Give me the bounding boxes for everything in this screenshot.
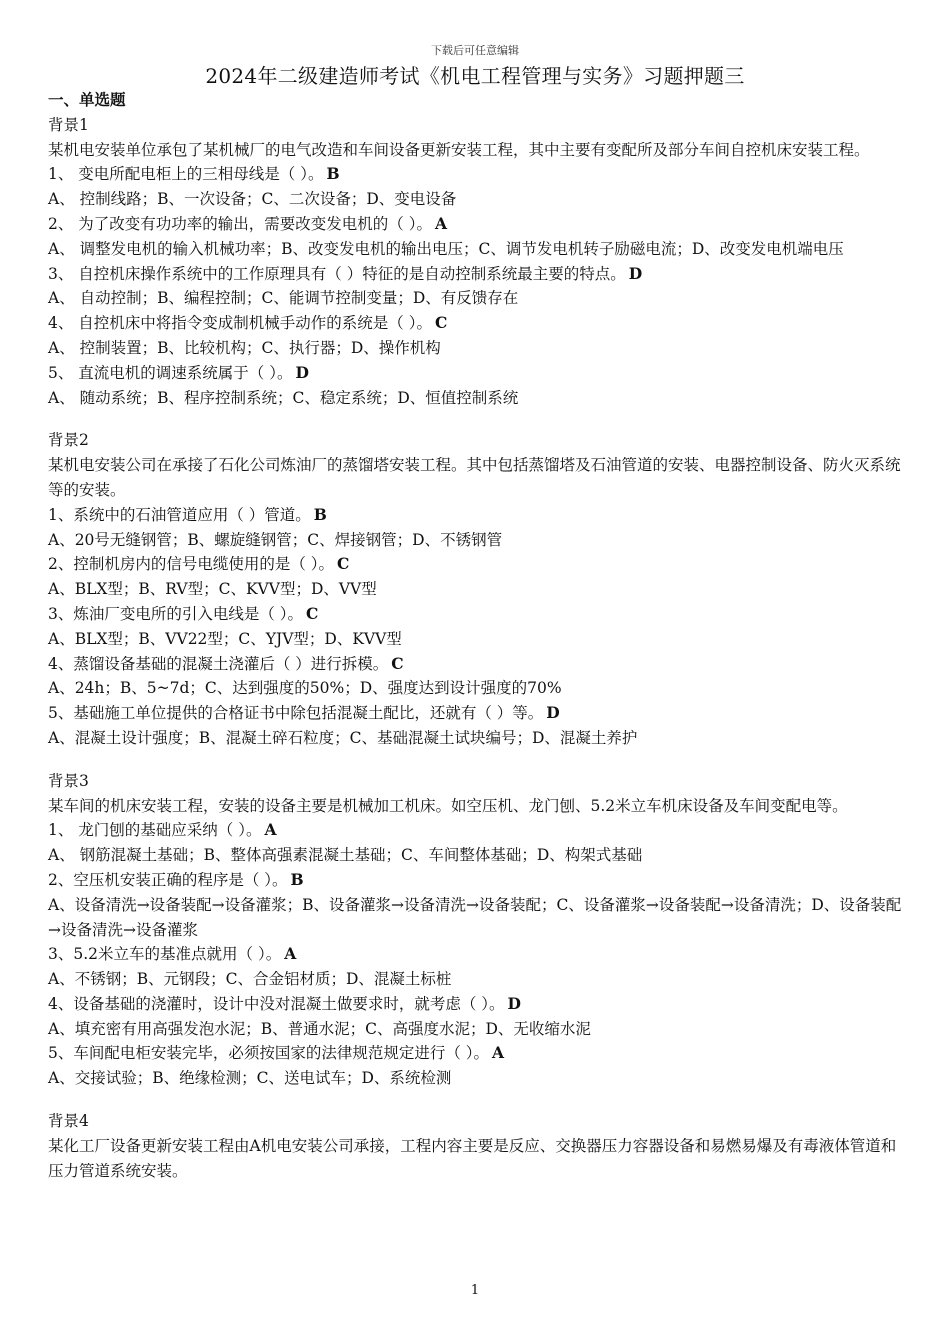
page-number: 1 <box>470 1283 480 1298</box>
question-text: 5、 直流电机的调速系统属于（ ）。 <box>48 363 293 382</box>
answer-key: B <box>326 164 340 184</box>
question-options: A、BLX型；B、RV型；C、KVV型；D、VV型 <box>48 580 377 599</box>
question-text: 2、空压机安装正确的程序是（ ）。 <box>48 870 288 889</box>
spacer <box>48 1091 906 1109</box>
question-text: 4、蒸馏设备基础的混凝土浇灌后（ ）进行拆模。 <box>48 654 389 673</box>
question-options: A、 调整发电机的输入机械功率；B、改变发电机的输出电压；C、调节发电机转子励磁电流；D、改变发电机端电压 <box>48 239 844 258</box>
question <box>48 262 906 287</box>
question <box>48 552 906 577</box>
background-label: 背景1 <box>48 115 89 134</box>
question-text: 1、系统中的石油管道应用（ ）管道。 <box>48 505 311 524</box>
question-options: A、20号无缝钢管；B、螺旋缝钢管；C、焊接钢管；D、不锈钢管 <box>48 530 503 549</box>
answer-key: C <box>434 313 448 333</box>
background-block-4 <box>48 1109 906 1183</box>
question <box>48 212 906 237</box>
question-options: A、不锈钢；B、元钢段；C、合金铝材质；D、混凝土标桩 <box>48 970 452 989</box>
question-text: 2、控制机房内的信号电缆使用的是（ ）。 <box>48 555 335 574</box>
question-text: 3、5.2米立车的基准点就用（ ）。 <box>48 945 282 964</box>
background-text: 某化工厂设备更新安装工程由A机电安装公司承接，工程内容主要是反应、交换器压力容器设备和易燃易爆及有毒液体管道和压力管道系统安装。 <box>48 1136 897 1180</box>
question-text: 5、车间配电柜安装完毕，必须按国家的法律规范规定进行（ ）。 <box>48 1044 490 1063</box>
background-block-2 <box>48 428 906 750</box>
question <box>48 361 906 386</box>
question <box>48 818 906 843</box>
question <box>48 602 906 627</box>
answer-key: C <box>337 554 350 574</box>
background-text: 某车间的机床安装工程，安装的设备主要是机械加工机床。如空压机、龙门刨、5.2米立车机床设备及车间变配电等。 <box>48 796 848 815</box>
answer-key: D <box>507 993 521 1013</box>
question-options: A、 控制线路；B、一次设备；C、二次设备；D、变电设备 <box>48 190 457 209</box>
background-text: 某机电安装单位承包了某机械厂的电气改造和车间设备更新安装工程，其中主要有变配所及部分车间自控机床安装工程。 <box>48 140 870 159</box>
question-options: A、交接试验；B、绝缘检测；C、送电试车；D、系统检测 <box>48 1069 452 1088</box>
spacer <box>48 410 906 428</box>
question <box>48 652 906 677</box>
answer-key: C <box>391 653 404 673</box>
answer-key: A <box>492 1043 505 1063</box>
question-text: 1、 龙门刨的基础应采纳（ ）。 <box>48 821 262 840</box>
question-text: 3、炼油厂变电所的引入电线是（ ）。 <box>48 604 304 623</box>
answer-key: A <box>264 820 277 840</box>
background-label: 背景4 <box>48 1112 89 1131</box>
question-options: A、 随动系统；B、程序控制系统；C、稳定系统；D、恒值控制系统 <box>48 388 519 407</box>
document-body <box>48 88 906 1183</box>
document-title: 2024年二级建造师考试《机电工程管理与实务》习题押题三 <box>205 64 745 88</box>
background-label: 背景2 <box>48 431 89 450</box>
question-options: A、 控制装置；B、比较机构；C、执行器；D、操作机构 <box>48 338 441 357</box>
background-text: 某机电安装公司在承接了石化公司炼油厂的蒸馏塔安装工程。其中包括蒸馏塔及石油管道的安装、电器控制设备、防火灭系统等的安装。 <box>48 456 901 499</box>
question <box>48 868 906 893</box>
question-text: 4、 自控机床中将指令变成制机械手动作的系统是（ ）。 <box>48 314 432 333</box>
spacer <box>48 751 906 769</box>
question-options: A、混凝土设计强度；B、混凝土碎石粒度；C、基础混凝土试块编号；D、混凝土养护 <box>48 728 638 747</box>
answer-key: D <box>546 703 560 723</box>
question <box>48 503 906 528</box>
question-options: A、 自动控制；B、编程控制；C、能调节控制变量；D、有反馈存在 <box>48 289 519 308</box>
question <box>48 162 906 187</box>
answer-key: B <box>290 869 304 889</box>
answer-key: D <box>628 263 643 283</box>
answer-key: A <box>434 213 447 233</box>
question-options: A、BLX型；B、VV22型；C、YJV型；D、KVV型 <box>48 629 402 648</box>
question-text: 1、 变电所配电柜上的三相母线是（ ）。 <box>48 165 324 184</box>
background-block-3 <box>48 769 906 1091</box>
answer-key: B <box>313 504 327 524</box>
question-options: A、 钢筋混凝土基础；B、整体高强素混凝土基础；C、车间整体基础；D、构架式基础 <box>48 846 643 865</box>
question <box>48 311 906 336</box>
background-block-1 <box>48 113 906 411</box>
background-label: 背景3 <box>48 771 89 790</box>
answer-key: D <box>295 362 309 382</box>
question-text: 3、 自控机床操作系统中的工作原理具有（ ）特征的是自动控制系统最主要的特点。 <box>48 264 626 283</box>
question-options: A、设备清洗→设备装配→设备灌浆；B、设备灌浆→设备清洗→设备装配；C、设备灌浆→设备装配→设备清洗；D、设备装配→设备清洗→设备灌浆 <box>48 895 902 939</box>
answer-key: A <box>284 944 297 964</box>
answer-key: C <box>306 603 319 623</box>
header-note: 下载后可任意编辑 <box>431 44 519 57</box>
question-text: 5、基础施工单位提供的合格证书中除包括混凝土配比，还就有（ ）等。 <box>48 704 544 723</box>
question <box>48 992 906 1017</box>
question-text: 4、设备基础的浇灌时，设计中没对混凝土做要求时，就考虑（ ）。 <box>48 994 505 1013</box>
question <box>48 701 906 726</box>
question-options: A、填充密有用高强发泡水泥；B、普通水泥；C、高强度水泥；D、无收缩水泥 <box>48 1019 591 1038</box>
question-options: A、24h；B、5~7d；C、达到强度的50%；D、强度达到设计强度的70% <box>48 679 562 698</box>
question <box>48 942 906 967</box>
section-heading: 一、单选题 <box>48 90 126 109</box>
question-text: 2、 为了改变有功功率的输出，需要改变发电机的（ ）。 <box>48 214 432 233</box>
question <box>48 1041 906 1066</box>
